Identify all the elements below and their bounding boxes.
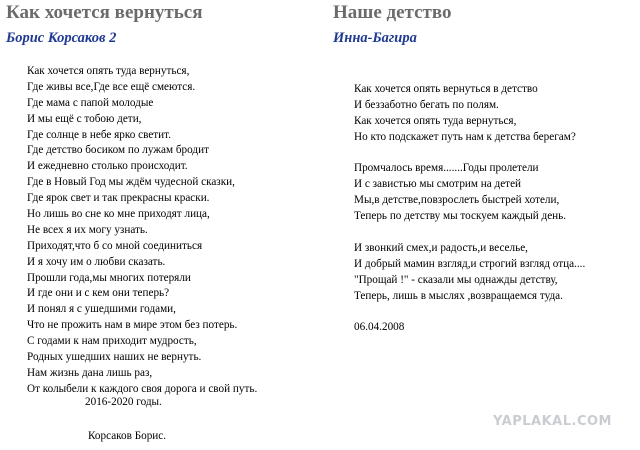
left-poem-author: Борис Корсаков 2 (6, 30, 117, 46)
poem-line: И понял я с ушедшими годами, (27, 303, 176, 316)
poem-line: Приходят,что б со мной соединиться (27, 239, 203, 252)
poem-line: Где живы все,Где все ещё смеются. (27, 80, 196, 93)
stanza-break (354, 225, 585, 241)
poem-line: Промчалось время.......Годы пролетели (354, 162, 539, 175)
right-poem-author: Инна-Багира (333, 30, 417, 46)
site-watermark: YAPLAKAL.COM (493, 414, 612, 429)
right-poem-title: Наше детство (333, 2, 452, 23)
poem-line: Не всех я их могу узнать. (27, 223, 148, 236)
poem-line: И мы ещё с тобою дети, (27, 112, 142, 125)
poem-line: Теперь, лишь в мыслях ,возвращаемся туда. (354, 289, 563, 302)
poem-line: Прошли года,мы многих потеряли (27, 271, 191, 284)
poem-line: От колыбели к каждого своя дорога и свой путь. (27, 382, 258, 395)
poem-line: Где в Новый Год мы ждём чудесной сказки, (27, 176, 235, 189)
poem-line: Что не прожить нам в мире этом без потерь. (27, 319, 238, 332)
poem-line: И звонкий смех,и радость,и веселье, (354, 241, 528, 254)
poem-line: Родных ушедших наших не вернуть. (27, 351, 202, 364)
poem-line: С годами к нам приходит мудрость, (27, 335, 197, 348)
poem-line: Как хочется опять туда вернуться, (27, 65, 190, 77)
poem-line: Но кто подскажет путь нам к детства берегам? (354, 130, 576, 143)
poem-line: И добрый мамин взгляд,и строгий взгляд отца.... (354, 257, 586, 270)
poem-years: 2016-2020 годы. (85, 396, 162, 408)
poem-line: И ежедневно столько происходит. (27, 160, 188, 173)
poem-line: Как хочется опять туда вернуться, (354, 114, 517, 127)
poem-line: "Прощай !" - сказали мы однажды детству, (354, 273, 558, 286)
right-poem-lines (354, 82, 585, 336)
poem-line: Где детство босиком по лужам бродит (27, 144, 209, 157)
poem-line: Где мама с папой молодые (27, 96, 154, 109)
poem-line: И с завистью мы смотрим на детей (354, 178, 522, 191)
poem-line: Но лишь во сне ко мне приходят лица, (27, 208, 210, 221)
poem-line: Мы,в детстве,повзрослеть быстрей хотели, (354, 194, 560, 207)
poem-line: И я хочу им о любви сказать. (27, 255, 166, 268)
poem-line: И где они и с кем они теперь? (27, 287, 170, 300)
poem-line: И беззаботно бегать по полям. (354, 98, 499, 111)
stanza-break (354, 146, 585, 162)
left-poem-lines (27, 64, 257, 398)
left-poem-title: Как хочется вернуться (6, 2, 203, 23)
stanza-break (354, 304, 585, 320)
poem-line: Где солнце в небе ярко светит. (27, 128, 172, 141)
poem-line: Нам жизнь дана лишь раз, (27, 366, 153, 379)
poem-signature: Корсаков Борис. (88, 430, 167, 442)
poem-line: Теперь по детству мы тоскуем каждый день. (354, 210, 567, 223)
poem-line: Как хочется опять вернуться в детство (354, 83, 538, 95)
poem-line: Где ярок свет и так прекрасны краски. (27, 192, 210, 205)
poem-date: 06.04.2008 (354, 321, 405, 334)
